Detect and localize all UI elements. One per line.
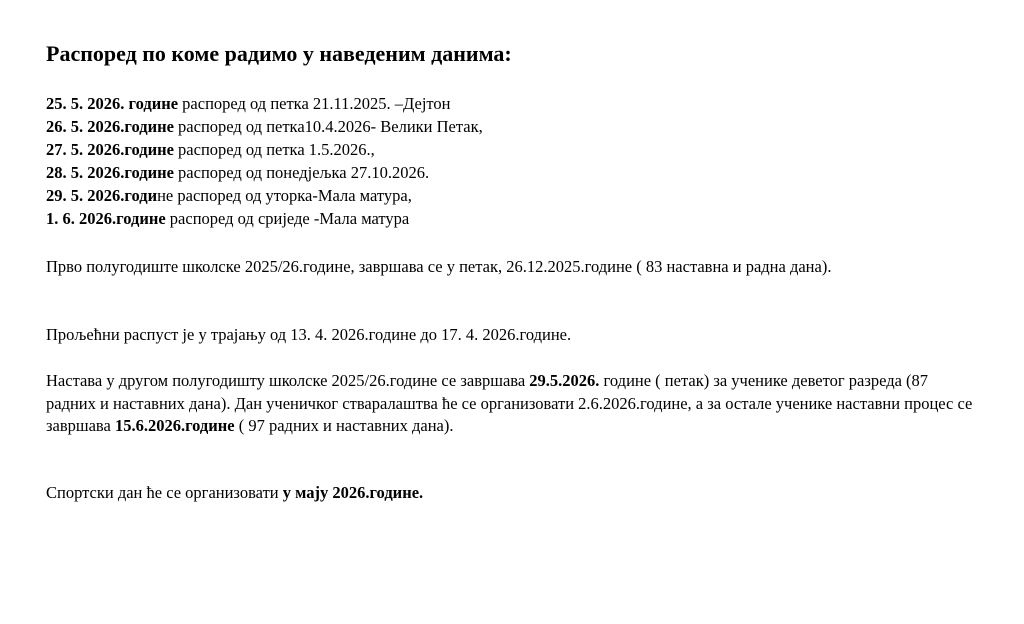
paragraph-text: године ( петак) за ученике деветог разреда (87 радних и наставних дана). Дан ученичког стваралаштва ће се организовати 2.6.2026.године, а за остале ученике наставни процес се завршава — [46, 371, 973, 435]
page-title: Распоред по коме радимо у наведеним данима: — [46, 41, 512, 66]
schedule-list — [46, 92, 483, 230]
end-date-other-grades: 15.6.2026.године — [114, 416, 235, 435]
spring-break-paragraph: Прољећни распуст је у трајању од 13. 4. 2026.године до 17. 4. 2026.године. — [46, 325, 572, 344]
schedule-text: распоред од петка 21.11.2025. –Дејтон — [178, 94, 451, 113]
paragraph-text: ( 97 радних и наставних дана). — [234, 416, 454, 435]
schedule-item — [46, 207, 483, 230]
first-semester-paragraph: Прво полугодиште школске 2025/26.године, завршава се у петак, 26.12.2025.године ( 83 наставна и радна дана). — [46, 257, 832, 276]
schedule-text: распоред од петка10.4.2026- Велики Петак, — [173, 117, 483, 136]
paragraph-text: Настава у другом полугодишту школске 2025/26.године се завршава — [46, 371, 530, 390]
schedule-date: 25. 5. 2026. године — [46, 94, 179, 113]
schedule-date: 1. 6. 2026.године — [46, 209, 166, 228]
sports-day-date: у мају 2026.године. — [282, 483, 424, 502]
schedule-item — [46, 115, 483, 138]
schedule-date: 28. 5. 2026.године — [46, 163, 174, 182]
schedule-text: распоред од петка 1.5.2026., — [173, 140, 375, 159]
second-semester-paragraph — [46, 370, 981, 438]
end-date-ninth-grade: 29.5.2026. — [529, 371, 600, 390]
paragraph-text: Спортски дан ће се организовати — [46, 483, 283, 502]
schedule-text: не распоред од уторка-Мала матура, — [157, 186, 412, 205]
schedule-date: 27. 5. 2026.године — [46, 140, 174, 159]
schedule-text: распоред од понедјељка 27.10.2026. — [173, 163, 430, 182]
schedule-item — [46, 161, 483, 184]
sports-day-paragraph — [46, 482, 981, 505]
schedule-text: распоред од сриједе -Мала матура — [165, 209, 410, 228]
schedule-item — [46, 138, 483, 161]
schedule-date: 29. 5. 2026.годи — [46, 186, 158, 205]
schedule-item — [46, 184, 483, 207]
schedule-date: 26. 5. 2026.године — [46, 117, 174, 136]
schedule-item — [46, 92, 483, 115]
